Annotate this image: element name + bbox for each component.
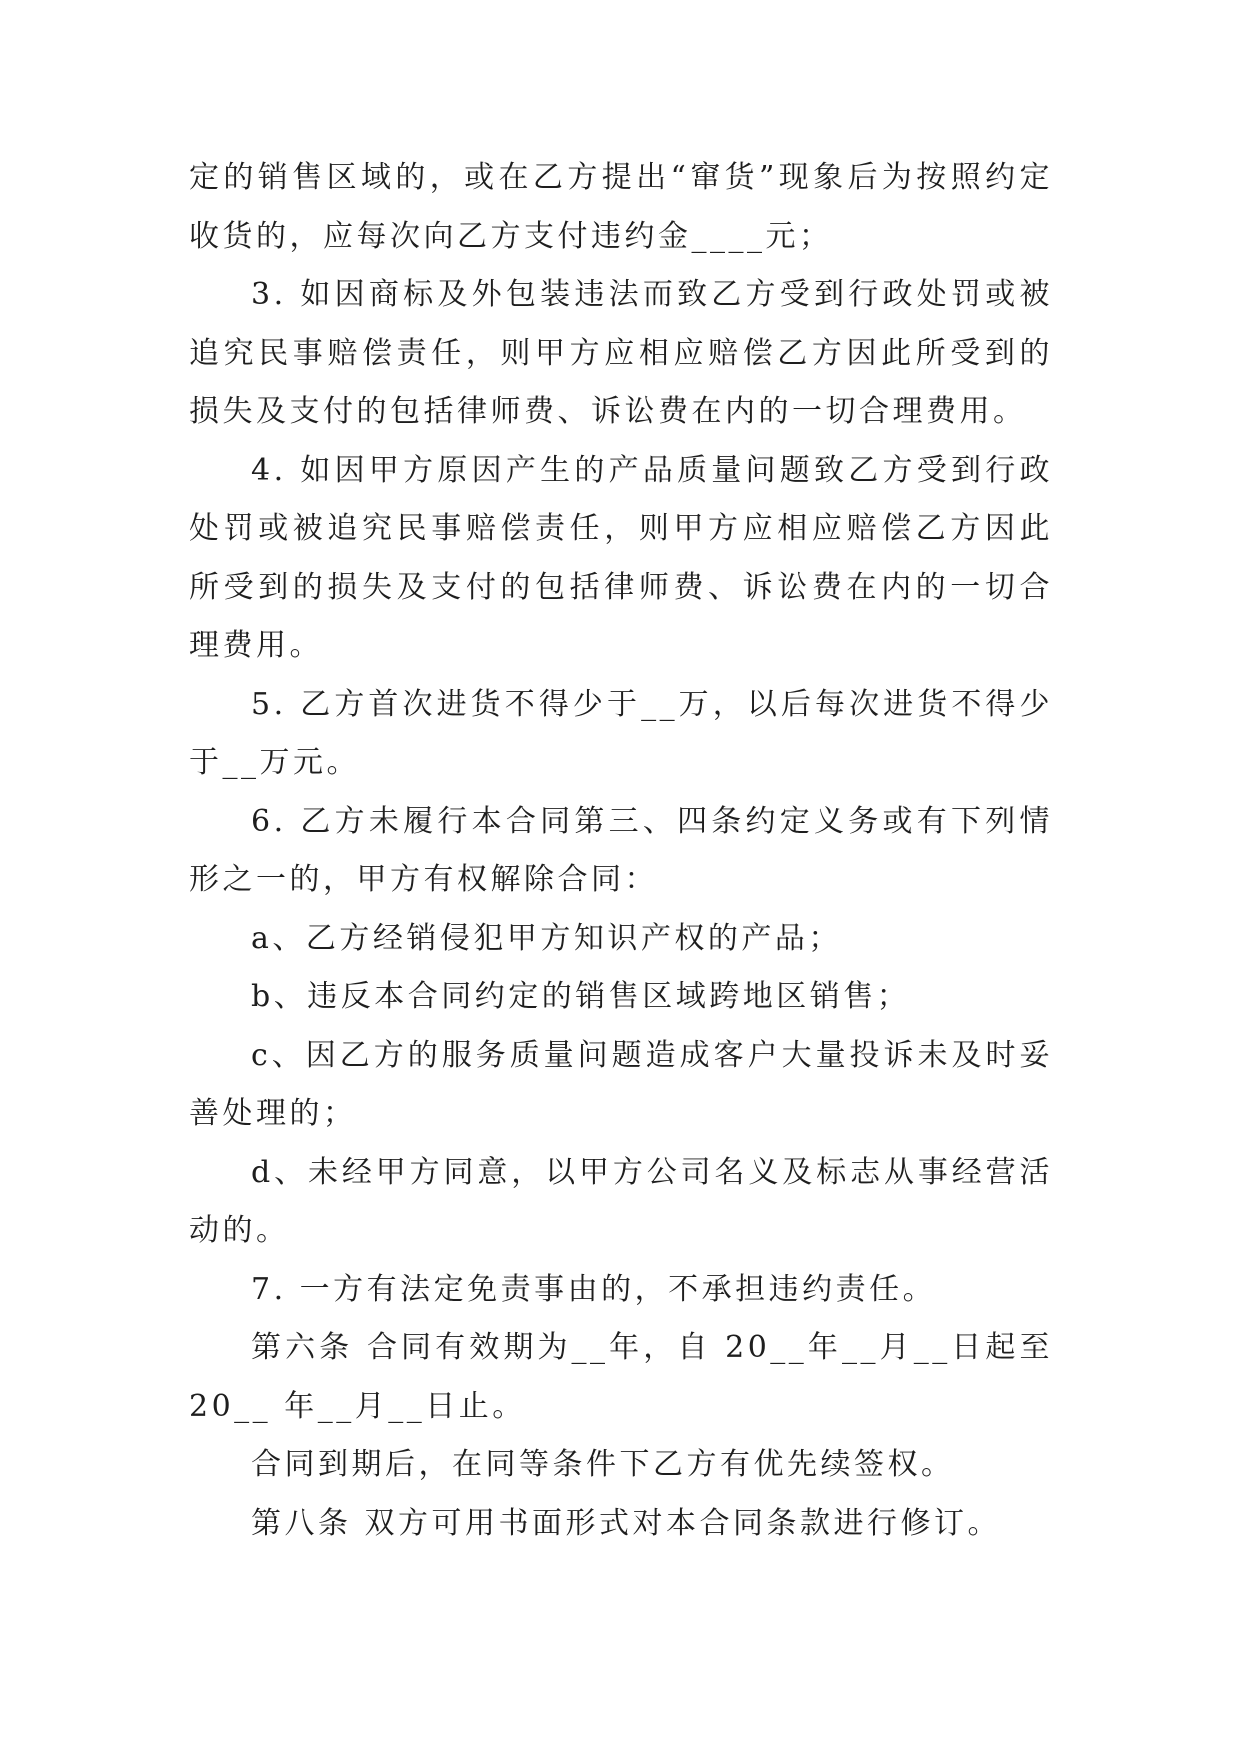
paragraph-clause-4: 4. 如因甲方原因产生的产品质量问题致乙方受到行政处罚或被追究民事赔偿责任，则甲方应相应赔偿乙方因此所受到的损失及支付的包括律师费、诉讼费在内的一切合理费用。 (189, 452, 1053, 663)
paragraph-clause-3: 3. 如因商标及外包装违法而致乙方受到行政处罚或被追究民事赔偿责任，则甲方应相应赔偿乙方因此所受到的损失及支付的包括律师费、诉讼费在内的一切合理费用。 (189, 277, 1053, 429)
paragraph-item-d: d、未经甲方同意，以甲方公司名义及标志从事经营活动的。 (189, 1154, 1053, 1248)
paragraph-renewal: 合同到期后，在同等条件下乙方有优先续签权。 (251, 1447, 955, 1482)
paragraph-penalty-continuation: 定的销售区域的，或在乙方提出“窜货”现象后为按照约定收货的，应每次向乙方支付违约金____元； (189, 160, 1053, 254)
paragraph-clause-5: 5. 乙方首次进货不得少于__万，以后每次进货不得少于__万元。 (189, 686, 1053, 780)
paragraph-article-8: 第八条 双方可用书面形式对本合同条款进行修订。 (251, 1505, 1002, 1541)
paragraph-article-6: 第六条 合同有效期为__年，自 20__年__月__日起至 20__ 年__月__日止。 (189, 1330, 1053, 1424)
paragraph-clause-7: 7. 一方有法定免责事由的，不承担违约责任。 (251, 1271, 937, 1307)
paragraph-item-a: a、乙方经销侵犯甲方知识产权的产品； (251, 920, 842, 956)
paragraph-item-b: b、违反本合同约定的销售区域跨地区销售； (251, 979, 911, 1014)
paragraph-item-c: c、因乙方的服务质量问题造成客户大量投诉未及时妥善处理的； (189, 1037, 1053, 1131)
paragraph-clause-6: 6. 乙方未履行本合同第三、四条约定义务或有下列情形之一的，甲方有权解除合同： (189, 803, 1053, 897)
document-body (189, 149, 1053, 1553)
